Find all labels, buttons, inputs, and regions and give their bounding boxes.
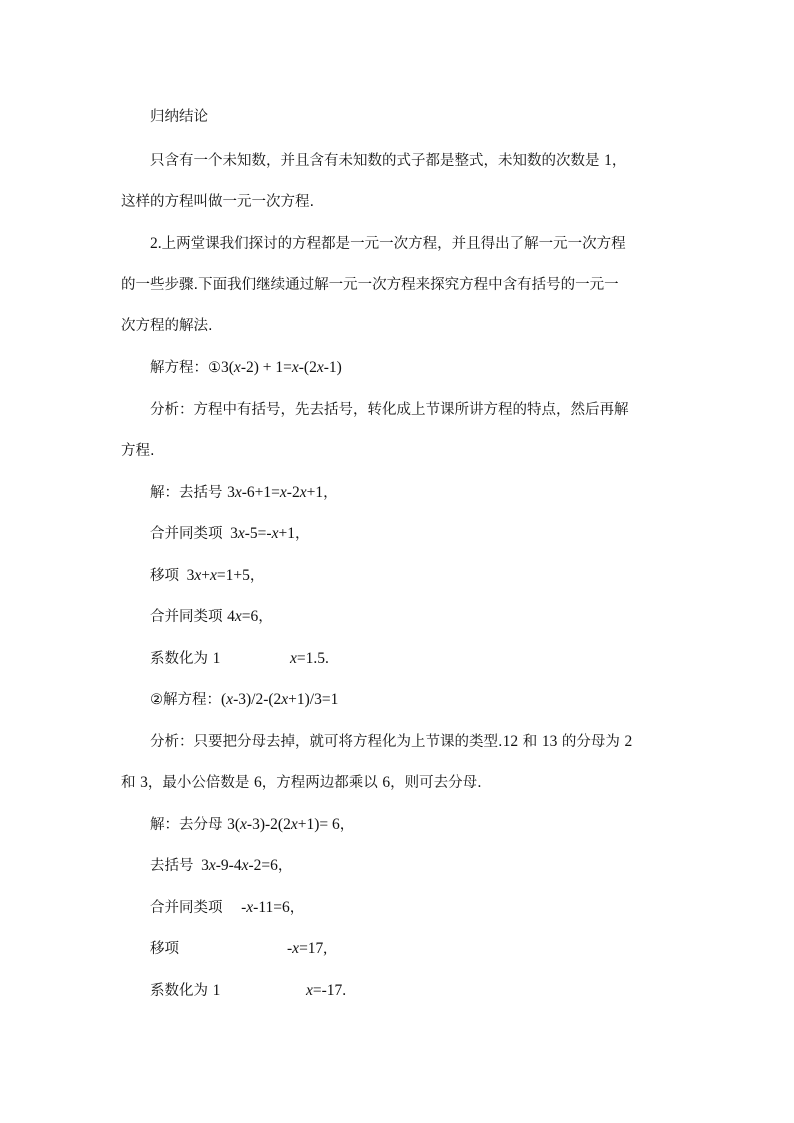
problem-2-equation: (x-3)/2-(2x+1)/3=1 (221, 691, 339, 708)
definition-line-1 (150, 151, 626, 171)
solution-step (150, 981, 347, 1001)
definition-degree: 1 (604, 152, 612, 169)
step-label: 解：去括号 (150, 485, 228, 501)
intro-number: 2. (150, 235, 162, 252)
step-label: 合并同类项 (150, 609, 228, 625)
step-equation: -x-11=6 (241, 899, 290, 916)
step-label: 移项 (150, 941, 179, 957)
problem-marker: ① (208, 360, 221, 376)
problem-1-statement (150, 358, 342, 378)
problem-label: 解方程： (163, 692, 221, 708)
intro-line-2 (121, 275, 619, 295)
solution-step (150, 649, 329, 669)
solution-step: 解：去括号 3x-6+1=x-2x+1， (150, 484, 338, 501)
solution-step: 去括号 3x-9-4x-2=6， (150, 857, 293, 874)
problem-1-analysis-line-2 (121, 441, 155, 461)
intro-line-1 (150, 234, 626, 254)
solution-step: 合并同类项 3x-5=-x+1， (150, 525, 310, 542)
step-equation: x=1.5. (290, 650, 329, 667)
problem-label: 解方程： (150, 360, 208, 376)
step-label: 去括号 (150, 858, 199, 874)
step-label: 合并同类项 (150, 900, 228, 916)
step-label: 解：去分母 (150, 817, 228, 833)
step-equation: -x=17, (287, 940, 328, 957)
solution-step: 解：去分母 3(x-3)-2(2x+1)= 6， (150, 816, 355, 833)
problem-2-analysis-line-2: 和 3，最小公倍数是 6，方程两边都乘以 6，则可去分母. (121, 774, 482, 791)
analysis-text: 分析：方程中有括号，先去括号，转化成上节课所讲方程的特点，然后再解 (150, 402, 629, 418)
solution-step: 移项 3x+x=1+5， (150, 567, 265, 584)
definition-text: 这样的方程叫做一元一次方程. (121, 194, 315, 210)
problem-1-equation: 3(x-2) + 1=x-(2x-1) (221, 359, 342, 376)
analysis-text: 和 (121, 775, 141, 791)
heading-text: 归纳结论 (150, 109, 208, 125)
intro-text: 的一些步骤.下面我们继续通过解一元一次方程来探究方程中含有括号的一元一 (121, 277, 619, 293)
step-coefficient: 1 (212, 982, 221, 999)
step-label: 移项 (150, 568, 184, 584)
step-label: 合并同类项 (150, 526, 228, 542)
step-coefficient: 1 (212, 650, 221, 667)
problem-marker: ② (150, 692, 163, 708)
step-equation: 3(x-3)-2(2x+1)= 6 (227, 816, 340, 833)
step-equation: 3x+x=1+5 (186, 567, 250, 584)
definition-text: 只含有一个未知数，并且含有未知数的式子都是整式，未知数的次数是 (150, 153, 605, 169)
section-heading (150, 107, 208, 127)
problem-2-analysis-line-1: 分析：只要把分母去掉，就可将方程化为上节课的类型.12 和 13 的分母为 2 (150, 733, 633, 750)
step-label: 系数化为 (150, 983, 213, 999)
step-equation: 3x-6+1=x-2x+1 (227, 484, 324, 501)
step-equation: 3x-9-4x-2=6 (201, 857, 278, 874)
analysis-text: 方程. (121, 443, 155, 459)
problem-2-statement (150, 690, 338, 710)
step-label: 系数化为 (150, 651, 213, 667)
intro-line-3 (121, 316, 213, 336)
intro-text: 次方程的解法. (121, 318, 213, 334)
step-equation: 4x=6 (227, 608, 259, 625)
definition-line-2 (121, 192, 314, 212)
problem-1-analysis-line-1 (150, 400, 629, 420)
punct: ， (611, 153, 627, 169)
solution-step: 合并同类项 4x=6， (150, 608, 273, 625)
intro-text: 上两堂课我们探讨的方程都是一元一次方程，并且得出了解一元一次方程 (161, 236, 626, 252)
solution-step (150, 939, 328, 959)
solution-step: 合并同类项 -x-11=6， (150, 899, 305, 916)
step-equation: 3x-5=-x+1 (230, 525, 295, 542)
step-equation: x=-17. (306, 982, 347, 999)
analysis-text: 分析：只要把分母去掉，就可将方程化为上节课的类型. (150, 734, 503, 750)
